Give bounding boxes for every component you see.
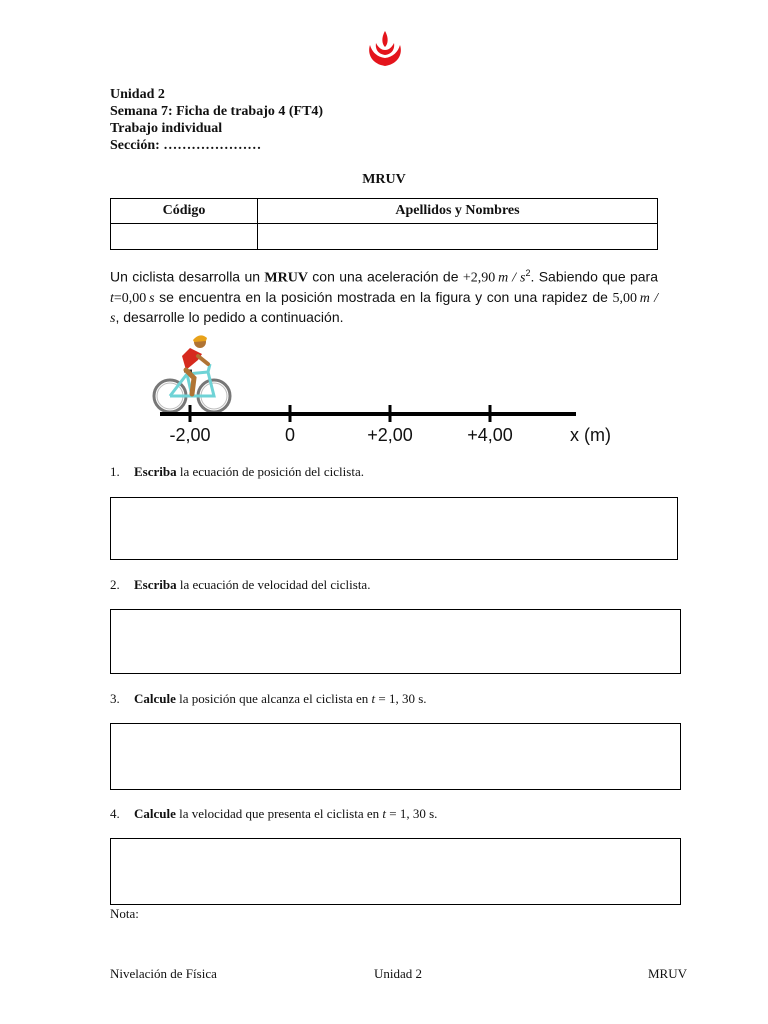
student-id-table bbox=[110, 198, 658, 250]
mruv-bold: MRUV bbox=[264, 270, 308, 286]
tick-label: 0 bbox=[284, 425, 296, 445]
axis-label: x (m) bbox=[570, 425, 611, 445]
code-field[interactable] bbox=[111, 224, 258, 250]
note-label: Nota: bbox=[110, 906, 139, 921]
document-title: MRUV bbox=[362, 172, 406, 187]
name-column-header: Apellidos y Nombres bbox=[258, 199, 658, 224]
problem-statement: Un ciclista desarrolla un MRUV con una aceleración de +2,90 m / $s^2$. Sabiendo que para t=0,00 s se encuentra en la posición mostrada en la figura y con una rapidez de 5,00 m / s, desarrolle lo pedido a continuación. bbox=[110, 268, 658, 326]
question-1: 1. Escriba la ecuación de posición del ciclista. bbox=[110, 464, 364, 479]
answer-box-1[interactable] bbox=[110, 497, 678, 560]
name-field[interactable] bbox=[258, 224, 658, 250]
position-axis bbox=[160, 405, 611, 445]
code-column-header: Código bbox=[111, 199, 258, 224]
answer-box-4[interactable] bbox=[110, 838, 681, 905]
question-2: 2. Escriba la ecuación de velocidad del ciclista. bbox=[110, 577, 371, 592]
header-work-type: Trabajo individual bbox=[110, 121, 223, 136]
cyclist-icon bbox=[154, 335, 230, 412]
footer-course: Nivelación de Física bbox=[110, 966, 217, 981]
tick-label: -2,00 bbox=[169, 425, 211, 445]
footer-topic: MRUV bbox=[648, 966, 688, 981]
tick-label: +2,00 bbox=[367, 425, 413, 445]
question-4: 4. Calcule la velocidad que presenta el ciclista en t = 1, 30 s. bbox=[110, 806, 438, 821]
question-3: 3. Calcule la posición que alcanza el ciclista en t = 1, 30 s. bbox=[110, 691, 427, 706]
cyclist-position-figure bbox=[140, 330, 630, 450]
answer-box-3[interactable] bbox=[110, 723, 681, 790]
footer-unit: Unidad 2 bbox=[374, 966, 423, 981]
header-week: Semana 7: Ficha de trabajo 4 (FT4) bbox=[110, 104, 324, 119]
header-unit: Unidad 2 bbox=[110, 87, 165, 102]
tick-label: +4,00 bbox=[467, 425, 513, 445]
university-logo-icon bbox=[364, 28, 406, 68]
answer-box-2[interactable] bbox=[110, 609, 681, 674]
header-section: Sección: ………………… bbox=[110, 138, 262, 153]
